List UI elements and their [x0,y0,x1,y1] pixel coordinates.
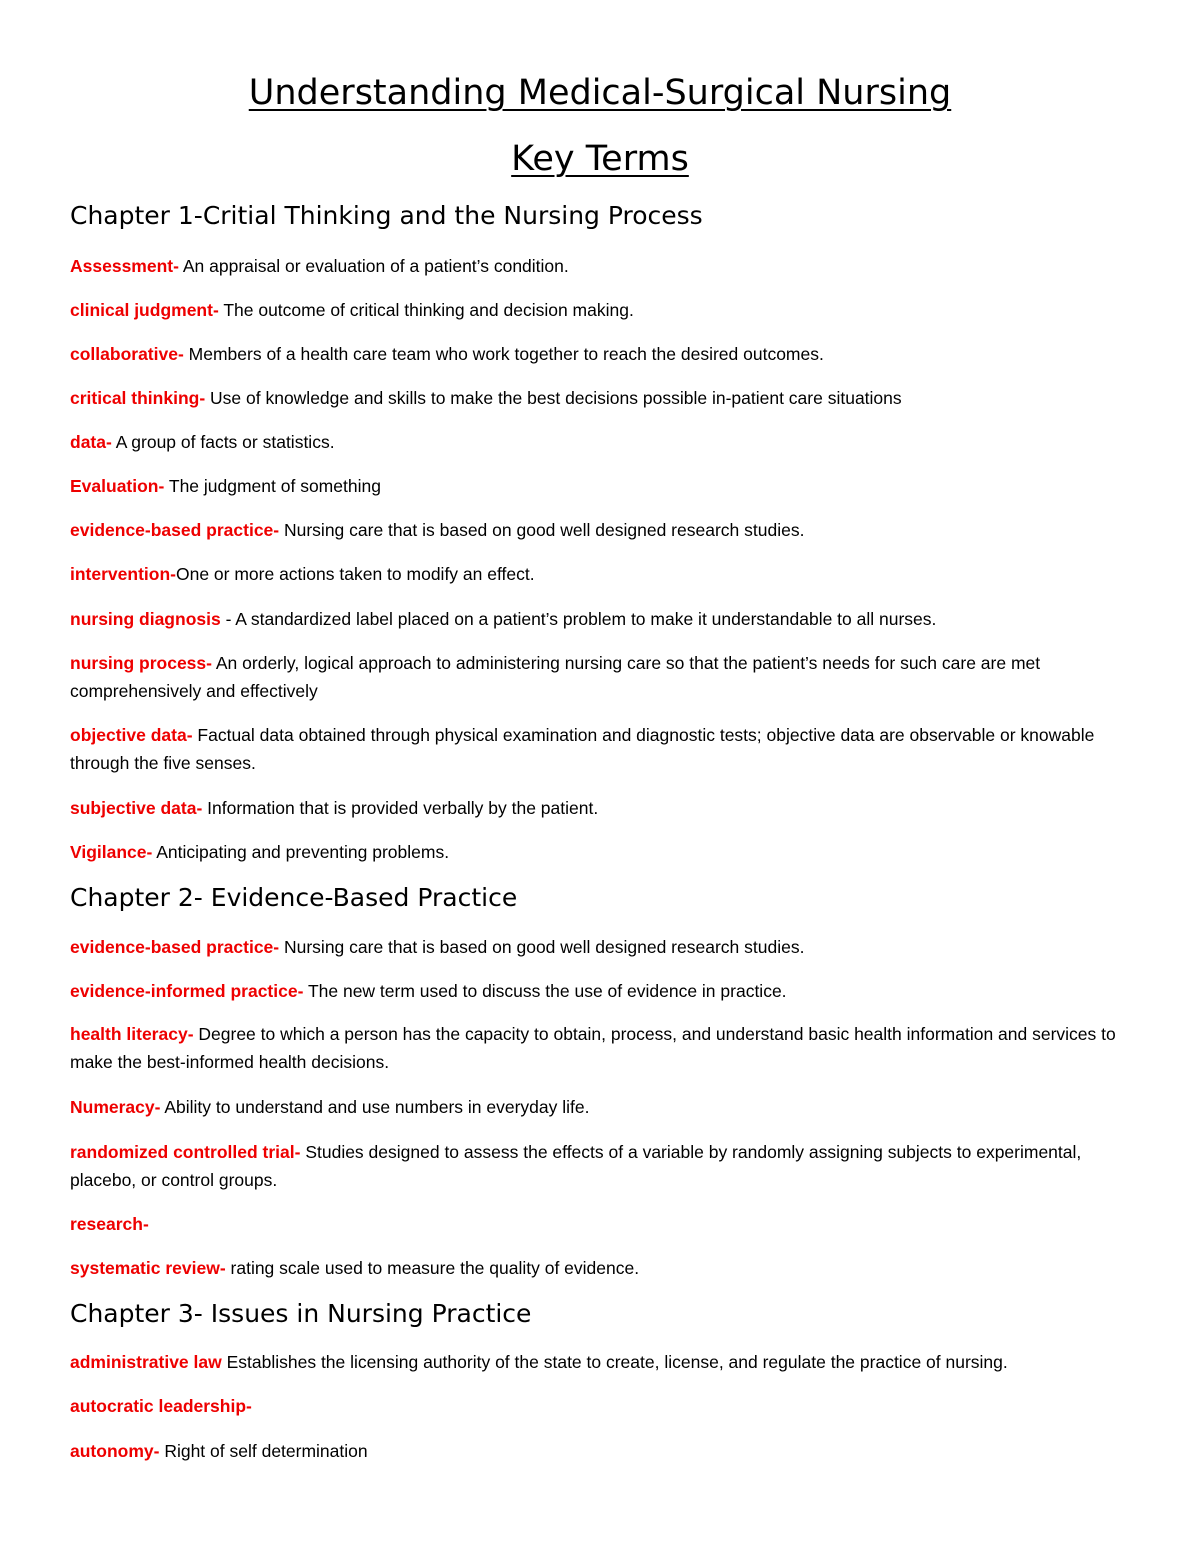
definition: - A standardized label placed on a patient’s problem to make it understandable to all nurses. [220,609,937,629]
term: Evaluation- [70,476,165,496]
definition: Anticipating and preventing problems. [152,842,450,862]
term: evidence-based practice- [70,520,280,540]
definition: A group of facts or statistics. [111,432,335,452]
term: autonomy- [70,1441,160,1461]
glossary-entry [70,838,1132,866]
definition: Use of knowledge and skills to make the best decisions possible in-patient care situations [205,388,902,408]
definition: Right of self determination [159,1441,368,1461]
term: Vigilance- [70,842,153,862]
glossary-entry [70,1093,1132,1121]
term: collaborative- [70,344,184,364]
definition: The new term used to discuss the use of evidence in practice. [303,981,787,1001]
term: randomized controlled trial- [70,1142,301,1162]
document-subtitle: Key Terms [511,139,689,179]
term: intervention- [70,564,176,584]
document-title: Understanding Medical-Surgical Nursing [248,73,952,113]
term: data- [70,432,112,452]
definition: Nursing care that is based on good well designed research studies. [279,937,805,957]
glossary-entry [70,428,1132,456]
glossary-entry [70,1254,1132,1282]
definition: Nursing care that is based on good well designed research studies. [279,520,805,540]
glossary-entry [70,1210,1132,1238]
glossary-entry [70,1348,1132,1376]
glossary-entry [70,649,1132,705]
term: systematic review- [70,1258,226,1278]
definition: An orderly, logical approach to administering nursing care so that the patient’s needs for such care are met comprehensively and effectively [70,653,1041,701]
glossary-entry [70,1020,1132,1076]
term: nursing process- [70,653,212,673]
definition: The judgment of something [164,476,381,496]
definition: rating scale used to measure the quality of evidence. [225,1258,640,1278]
glossary-entry [70,340,1132,368]
glossary-entry [70,384,1132,412]
glossary-entry [70,977,1132,1005]
term: Assessment- [70,256,179,276]
chapter-3-heading: Chapter 3- Issues in Nursing Practice [70,1299,532,1328]
glossary-entry [70,794,1132,822]
definition: Information that is provided verbally by the patient. [202,798,599,818]
term: objective data- [70,725,193,745]
chapter-2-heading: Chapter 2- Evidence-Based Practice [70,883,518,912]
definition: Factual data obtained through physical examination and diagnostic tests; objective data are observable or knowable through the five senses. [70,725,1095,773]
definition: An appraisal or evaluation of a patient’s condition. [178,256,569,276]
glossary-entry [70,1437,1132,1465]
term: autocratic leadership- [70,1396,252,1416]
term: evidence-informed practice- [70,981,304,1001]
term: Numeracy- [70,1097,161,1117]
term: health literacy- [70,1024,194,1044]
term: subjective data- [70,798,203,818]
definition: Establishes the licensing authority of the state to create, license, and regulate the practice of nursing. [221,1352,1008,1372]
term: critical thinking- [70,388,206,408]
definition: Ability to understand and use numbers in everyday life. [160,1097,590,1117]
term: clinical judgment- [70,300,219,320]
glossary-entry [70,1392,1132,1420]
glossary-entry [70,296,1132,324]
term: administrative law [70,1352,222,1372]
definition: One or more actions taken to modify an effect. [175,564,535,584]
glossary-entry [70,472,1132,500]
glossary-entry [70,560,1132,588]
glossary-entry [70,1138,1132,1194]
chapter-1-heading: Chapter 1-Critial Thinking and the Nursing Process [70,201,703,230]
glossary-entry [70,252,1132,280]
definition: Degree to which a person has the capacity to obtain, process, and understand basic health information and services to make the best-informed health decisions. [70,1024,1116,1072]
definition: Studies designed to assess the effects of a variable by randomly assigning subjects to experimental, placebo, or control groups. [70,1142,1082,1190]
glossary-entry [70,933,1132,961]
term: research- [70,1214,149,1234]
glossary-entry [70,721,1132,777]
glossary-entry [70,516,1132,544]
definition: Members of a health care team who work together to reach the desired outcomes. [183,344,824,364]
definition: The outcome of critical thinking and decision making. [218,300,634,320]
term: evidence-based practice- [70,937,280,957]
term: nursing diagnosis [70,609,221,629]
glossary-entry [70,605,1132,633]
